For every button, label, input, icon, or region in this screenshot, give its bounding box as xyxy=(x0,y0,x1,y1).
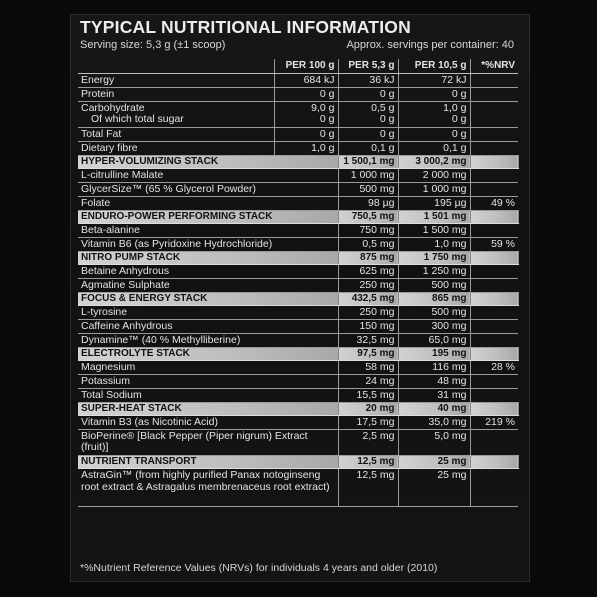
nutrient-name xyxy=(78,102,274,128)
ingredient-label: Dynamine™ (40 % Methylliberine) xyxy=(81,334,241,346)
ingredient-label: Magnesium xyxy=(81,361,136,373)
nrv-footnote: *%Nutrient Reference Values (NRVs) for individuals 4 years and older (2010) xyxy=(80,562,438,574)
stack-header-row xyxy=(78,456,518,469)
empty-cell xyxy=(470,156,518,169)
stack-total: 1 501 mg xyxy=(398,211,470,224)
value-cell: 31 mg xyxy=(398,389,470,403)
table-row xyxy=(78,375,518,389)
table-row xyxy=(78,430,518,456)
value-cell: 35,0 mg xyxy=(398,416,470,430)
ingredient-name xyxy=(78,361,338,375)
value-cell: 250 mg xyxy=(338,306,398,320)
value-cell: 750 mg xyxy=(338,224,398,238)
nrv-cell xyxy=(470,279,518,293)
header-cell: PER 5,3 g xyxy=(338,59,398,74)
stack-total: 195 mg xyxy=(398,348,470,361)
nrv-cell xyxy=(470,306,518,320)
nutrition-table xyxy=(78,59,519,507)
ingredient-name xyxy=(78,375,338,389)
table-row xyxy=(78,169,518,183)
stack-header-row xyxy=(78,156,518,169)
ingredient-name xyxy=(78,169,338,183)
ingredient-label: Vitamin B3 (as Nicotinic Acid) xyxy=(81,416,218,428)
nrv-cell xyxy=(470,183,518,197)
ingredient-label: Beta-alanine xyxy=(81,224,140,236)
ingredient-name xyxy=(78,334,338,348)
value-cell: 0,5 mg xyxy=(338,238,398,252)
table-row xyxy=(78,197,518,211)
value-cell: 0 g xyxy=(274,128,338,142)
table-row xyxy=(78,128,518,142)
value-cell: 1 000 mg xyxy=(338,169,398,183)
value-cell: 32,5 mg xyxy=(338,334,398,348)
value-cell: 25 mg xyxy=(398,469,470,507)
value-cell: 0 g xyxy=(338,88,398,102)
value-cell: 0,1 g xyxy=(398,142,470,156)
ingredient-name xyxy=(78,265,338,279)
nrv-cell xyxy=(470,169,518,183)
nutrition-table-body xyxy=(78,59,518,507)
nutrient-name: Protein xyxy=(78,88,274,102)
value-cell: 17,5 mg xyxy=(338,416,398,430)
value-cell: 58 mg xyxy=(338,361,398,375)
ingredient-name xyxy=(78,430,338,456)
ingredient-label: BioPerine® [Black Pepper (Piper nigrum) Extract (fruit)] xyxy=(81,430,308,453)
nrv-cell: 49 % xyxy=(470,197,518,211)
sub-value: 0 g xyxy=(451,113,467,125)
stack-total: 40 mg xyxy=(398,403,470,416)
value-cell: 300 mg xyxy=(398,320,470,334)
nrv-cell: 28 % xyxy=(470,361,518,375)
stack-total: 1 750 mg xyxy=(398,252,470,265)
stack-total: 875 mg xyxy=(338,252,398,265)
nrv-cell xyxy=(470,320,518,334)
nrv-cell xyxy=(470,375,518,389)
nrv-cell xyxy=(470,88,518,102)
value: 0,5 g xyxy=(371,102,395,114)
value-cell: 500 mg xyxy=(398,306,470,320)
ingredient-label: Caffeine Anhydrous xyxy=(81,320,173,332)
stack-total: 1 500,1 mg xyxy=(338,156,398,169)
ingredient-name xyxy=(78,183,338,197)
value-cell: 36 kJ xyxy=(338,74,398,88)
table-row xyxy=(78,389,518,403)
nrv-cell xyxy=(470,265,518,279)
stack-header-row xyxy=(78,348,518,361)
nutrient-name: Total Fat xyxy=(78,128,274,142)
nrv-cell xyxy=(470,224,518,238)
value-cell: 5,0 mg xyxy=(398,430,470,456)
nutrient-label: Carbohydrate xyxy=(81,102,145,114)
ingredient-label: Potassium xyxy=(81,375,131,387)
nutrient-name: Energy xyxy=(78,74,274,88)
value-cell: 625 mg xyxy=(338,265,398,279)
nrv-cell xyxy=(470,430,518,456)
table-row xyxy=(78,265,518,279)
stack-name: ELECTROLYTE STACK xyxy=(78,348,338,361)
value-cell xyxy=(398,102,470,128)
value-cell xyxy=(338,102,398,128)
stack-name: NUTRIENT TRANSPORT xyxy=(78,456,338,469)
value-cell xyxy=(274,102,338,128)
table-row xyxy=(78,102,518,128)
stack-total: 25 mg xyxy=(398,456,470,469)
ingredient-name xyxy=(78,389,338,403)
value: 9,0 g xyxy=(311,102,335,114)
value-cell: 150 mg xyxy=(338,320,398,334)
sub-value: 0 g xyxy=(319,113,335,125)
value-cell: 1 500 mg xyxy=(398,224,470,238)
ingredient-label: Folate xyxy=(81,197,111,209)
value-cell: 195 µg xyxy=(398,197,470,211)
ingredient-name xyxy=(78,416,338,430)
ingredient-label: AstraGin™ (from highly purified Panax notoginseng root extract & Astragalus membrenaceus root extract) xyxy=(81,469,330,493)
stack-total: 432,5 mg xyxy=(338,293,398,306)
value-cell: 1 000 mg xyxy=(398,183,470,197)
label-title: TYPICAL NUTRITIONAL INFORMATION xyxy=(80,17,411,37)
table-row xyxy=(78,238,518,252)
value-cell: 0,1 g xyxy=(338,142,398,156)
ingredient-name xyxy=(78,279,338,293)
stack-header-row xyxy=(78,403,518,416)
stack-name: FOCUS & ENERGY STACK xyxy=(78,293,338,306)
ingredient-label: GlycerSize™ (65 % Glycerol Powder) xyxy=(81,183,257,195)
header-cell: PER 10,5 g xyxy=(398,59,470,74)
stack-total: 97,5 mg xyxy=(338,348,398,361)
table-row xyxy=(78,320,518,334)
ingredient-name xyxy=(78,238,338,252)
value-cell: 2,5 mg xyxy=(338,430,398,456)
servings-per-container: Approx. servings per container: 40 xyxy=(346,39,514,51)
value-cell: 116 mg xyxy=(398,361,470,375)
value-cell: 1 250 mg xyxy=(398,265,470,279)
ingredient-label: L-tyrosine xyxy=(81,306,128,318)
nrv-cell xyxy=(470,142,518,156)
value-cell: 0 g xyxy=(398,128,470,142)
value-cell: 2 000 mg xyxy=(398,169,470,183)
nrv-cell xyxy=(470,102,518,128)
value: 1,0 g xyxy=(443,102,467,114)
table-row xyxy=(78,469,518,507)
nrv-cell xyxy=(470,334,518,348)
table-row xyxy=(78,361,518,375)
empty-cell xyxy=(470,211,518,224)
empty-cell xyxy=(470,456,518,469)
stack-name: HYPER-VOLUMIZING STACK xyxy=(78,156,338,169)
stack-total: 865 mg xyxy=(398,293,470,306)
stack-total: 750,5 mg xyxy=(338,211,398,224)
nrv-cell xyxy=(470,74,518,88)
ingredient-name xyxy=(78,197,338,211)
value-cell: 48 mg xyxy=(398,375,470,389)
table-row xyxy=(78,88,518,102)
empty-cell xyxy=(470,348,518,361)
ingredient-label: L-citrulline Malate xyxy=(81,169,164,181)
table-row xyxy=(78,142,518,156)
stack-header-row xyxy=(78,252,518,265)
ingredient-label: Agmatine Sulphate xyxy=(81,279,170,291)
value-cell: 0 g xyxy=(274,88,338,102)
table-row xyxy=(78,224,518,238)
ingredient-label: Total Sodium xyxy=(81,389,142,401)
nutrient-name: Dietary fibre xyxy=(78,142,274,156)
nrv-cell: 59 % xyxy=(470,238,518,252)
table-row xyxy=(78,183,518,197)
value-cell: 12,5 mg xyxy=(338,469,398,507)
empty-cell xyxy=(470,252,518,265)
nrv-cell: 219 % xyxy=(470,416,518,430)
value-cell: 1,0 g xyxy=(274,142,338,156)
serving-info xyxy=(80,39,514,51)
ingredient-name xyxy=(78,306,338,320)
header-cell: PER 100 g xyxy=(274,59,338,74)
serving-size: Serving size: 5,3 g (±1 scoop) xyxy=(80,39,226,51)
value-cell: 72 kJ xyxy=(398,74,470,88)
ingredient-name xyxy=(78,320,338,334)
ingredient-label: Vitamin B6 (as Pyridoxine Hydrochloride) xyxy=(81,238,273,250)
ingredient-label: Betaine Anhydrous xyxy=(81,265,170,277)
stack-total: 20 mg xyxy=(338,403,398,416)
table-row xyxy=(78,306,518,320)
value-cell: 24 mg xyxy=(338,375,398,389)
value-cell: 0 g xyxy=(398,88,470,102)
nrv-cell xyxy=(470,469,518,507)
empty-cell xyxy=(470,293,518,306)
stack-name: SUPER-HEAT STACK xyxy=(78,403,338,416)
stack-header-row xyxy=(78,293,518,306)
sub-value: 0 g xyxy=(379,113,395,125)
table-row xyxy=(78,74,518,88)
nrv-cell xyxy=(470,128,518,142)
value-cell: 98 µg xyxy=(338,197,398,211)
value-cell: 684 kJ xyxy=(274,74,338,88)
table-row xyxy=(78,416,518,430)
ingredient-name xyxy=(78,469,338,507)
stack-total: 3 000,2 mg xyxy=(398,156,470,169)
value-cell: 65,0 mg xyxy=(398,334,470,348)
value-cell: 15,5 mg xyxy=(338,389,398,403)
value-cell: 0 g xyxy=(338,128,398,142)
value-cell: 500 mg xyxy=(398,279,470,293)
value-cell: 1,0 mg xyxy=(398,238,470,252)
nrv-cell xyxy=(470,389,518,403)
nutrient-sub-label: Of which total sugar xyxy=(91,113,184,125)
value-cell: 500 mg xyxy=(338,183,398,197)
stack-name: NITRO PUMP STACK xyxy=(78,252,338,265)
stack-name: ENDURO-POWER PERFORMING STACK xyxy=(78,211,338,224)
header-cell xyxy=(78,59,274,74)
stack-total: 12,5 mg xyxy=(338,456,398,469)
table-header-row xyxy=(78,59,518,74)
stack-header-row xyxy=(78,211,518,224)
value-cell: 250 mg xyxy=(338,279,398,293)
table-row xyxy=(78,279,518,293)
empty-cell xyxy=(470,403,518,416)
table-row xyxy=(78,334,518,348)
ingredient-name xyxy=(78,224,338,238)
header-cell: *%NRV xyxy=(470,59,518,74)
